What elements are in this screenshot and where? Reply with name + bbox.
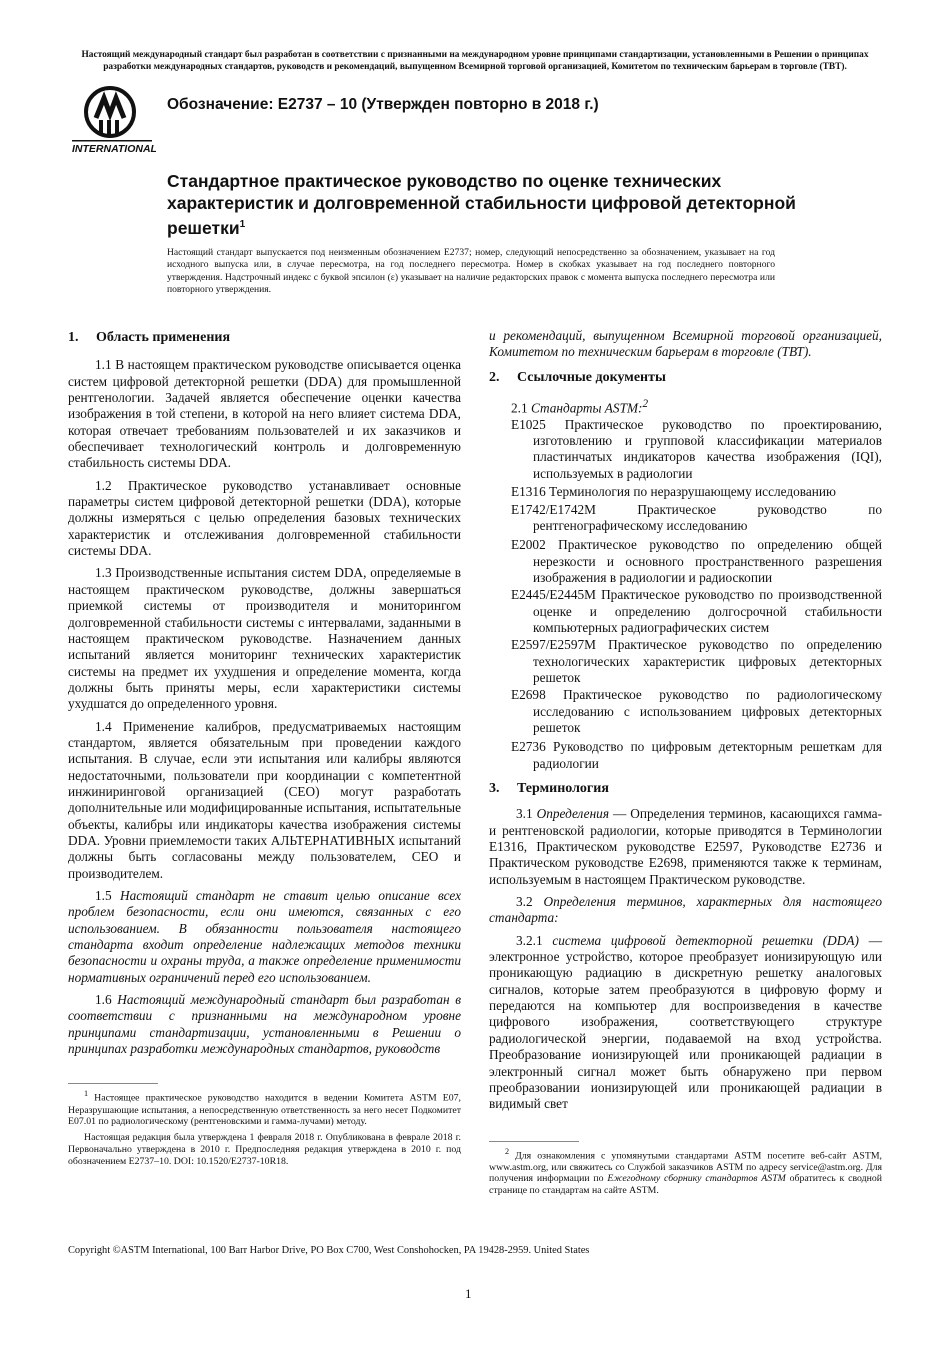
footnote-2: $^2$ Для ознакомления с упомянутыми стандартами ASTM посетите веб-сайт ASTM, www.astm.org, или свяжитесь со Службой заказчиков ASTM по адресу service@astm.org. Для получения информации по Ежегодному сборнику стандартов ASTM обратитесь к сводной странице по стандартам на сайте ASTM. bbox=[489, 1141, 882, 1197]
para-3-1: 3.1 Определения — Определения терминов, касающихся гамма- и рентгеновской радиологии, которые приводятся в Терминологии E1316, Практическом руководстве E2597, Руководстве E2736 и Практическом руководстве E2698, применяются также к терминам, используемым в настоящем Практическом руководстве. bbox=[489, 806, 882, 887]
ref-e1025[interactable]: E1025 Практическое руководство по проектированию, изготовлению и групповой классификации материалов пластинчатых индикаторов качества изображения (IQI), используемых в радиологии bbox=[511, 416, 882, 481]
para-1-5: 1.5 Настоящий стандарт не ставит целью описание всех проблем безопасности, если они имеются, связанных с его использованием. В обязанности пользователя настоящего стандарта входит определение надлежащих методов техники безопасности и охраны труда, а также определение применимости нормативных ограничений перед его использованием. bbox=[68, 888, 461, 985]
designation: Обозначение: E2737 – 10 (Утвержден повторно в 2018 г.) bbox=[167, 96, 599, 113]
section2-heading: 2. Ссылочные документы bbox=[489, 369, 666, 385]
section3-heading: 3. Терминология bbox=[489, 781, 609, 797]
section1-heading: 1. Область применения bbox=[68, 330, 231, 345]
para-3-2: 3.2 Определения терминов, характерных для настоящего стандарта: bbox=[489, 894, 882, 926]
ref-e2736[interactable]: E2736 Руководство по цифровым детекторным решеткам для радиологии bbox=[511, 739, 882, 771]
astm-logo-icon bbox=[70, 84, 156, 156]
para-2-1: 2.1 Стандарты ASTM:$^2$ bbox=[511, 398, 649, 416]
para-1-6: 1.6 Настоящий международный стандарт был разработан в соответствии с признанными на международном уровне принципами стандартизации, установленными в Решении о принципах разработки международных стандартов, руководств bbox=[68, 992, 461, 1057]
ref-e1742[interactable]: E1742/E1742M Практическое руководство по рентгенографическому исследованию bbox=[511, 501, 882, 533]
ref-e1316[interactable]: E1316 Терминология по неразрушающему исследованию bbox=[511, 484, 836, 500]
page-number: 1 bbox=[465, 1286, 472, 1301]
footnote-divider bbox=[489, 1141, 579, 1142]
logo-text: INTERNATIONAL bbox=[72, 143, 156, 155]
ref-e2445[interactable]: E2445/E2445M Практическое руководство по производственной оценке и определению долгосрочной стабильности компьютерных радиографических систем bbox=[511, 587, 882, 635]
para-1-4: 1.4 Применение калибров, предусматриваемых настоящим стандартом, является обязательным при проведении каждого испытания. В случае, если эти испытания или калибры являются недостаточными, пользователи при координации с компетентной инжиниринговой организацией (CEO) могут разработать дополнительные или модифицированные испытания, испытательные объекты, калибры или индикаторы качества изображения системы DDA. Уровни приемлемости таких АЛЬТЕРНАТИВНЫХ испытаний должны быть согласованы между пользователем, CEO и производителем. bbox=[68, 718, 461, 881]
ref-e2002[interactable]: E2002 Практическое руководство по определению общей нерезкости и основного пространственного разрешения изображения в радиологии и радиоскопии bbox=[511, 537, 882, 585]
left-column bbox=[68, 330, 461, 1167]
page-title bbox=[167, 170, 807, 239]
header-notice: Настоящий международный стандарт был разработан в соответствии с признанными на международном уровне принципами стандартизации, установленными в Решении о принципах разработки международных стандартов, руководств и рекомендаций, выпущенном Всемирной торговой организацией, Комитетом по техническим барьерам в торговле (ТВТ). bbox=[81, 50, 869, 72]
issuance-note: Настоящий стандарт выпускается под неизменным обозначением E2737; номер, следующий непосредственно за обозначением, указывает на год исходного выпуска или, в случае пересмотра, на год последнего пересмотра. Номер в скобках указывает на год последнего повторного утверждения. Надстрочный индекс с буквой эпсилон (ε) указывает на наличие редакторских правок с момента выпуска последнего пересмотра или повторного утверждения. bbox=[167, 247, 775, 296]
para-1-2: 1.2 Практическое руководство устанавливает основные параметры систем цифровой детекторной решетки (DDA), которые должны измеряться с целью определения базовых технических характеристик и отслеживания долговременной стабильности системы DDA. bbox=[68, 477, 461, 559]
astm-logo bbox=[70, 84, 156, 156]
ref-e2597[interactable]: E2597/E2597M Практическое руководство по определению технологических характеристик цифровых детекторных решеток bbox=[511, 637, 882, 685]
reference-list bbox=[511, 417, 882, 772]
para-3-2-1: 3.2.1 система цифровой детекторной решетки (DDA) — электронное устройство, которое преобразует ионизирующую или проникающую радиацию в дискретную решетку аналоговых сигналов, которые затем преобразуются в цифровую форму и передаются на компьютер для воспроизведения в качестве цифрового изображения, соответствующего структуре радиологической энергии, подаваемой на вход устройства. Преобразование ионизирующей или проникающей радиации в электронный сигнал может быть обнаружено при первом преобразовании ионизирующей или проникающей радиации в видимый свет bbox=[489, 932, 882, 1112]
footnote-divider bbox=[68, 1083, 158, 1084]
para-1-1: 1.1 В настоящем практическом руководстве описывается оценка систем цифровой детекторной решетки (DDA) для промышленной рентгенологии. Задачей является обеспечение оценки качества изображения в той степени, в которой на него влияет система DDA, которая отвечает требованиям пользователей и их заказчиков и обеспечивает технологический контроль и долговременную стабильность системы DDA. bbox=[68, 357, 461, 471]
title-footnote-ref[interactable]: 1 bbox=[239, 219, 246, 230]
right-column bbox=[489, 330, 882, 1197]
para-1-3: 1.3 Производственные испытания систем DDA, определяемые в настоящем практическом руководстве, должны завершаться приемкой системы от производителя и мониторингом долговременной стабильности системы с интервалами, заданными в настоящем практическом руководстве. Назначением данных испытаний является мониторинг технических характеристик системы на предмет их ухудшения и определение момента, когда должны быть приняты меры, если характеристики системы ухудшатся до определенного уровня. bbox=[68, 565, 461, 712]
para-1-6-continued: и рекомендаций, выпущенном Всемирной торговой организацией, Комитетом по техническим барьерам в торговле (ТВТ). bbox=[489, 328, 882, 360]
ref-e2698[interactable]: E2698 Практическое руководство по радиологическому исследованию с использованием цифровых детекторных решеток bbox=[511, 687, 882, 735]
title-text: Стандартное практическое руководство по оценке технических характеристик и долговременной стабильности цифровой детекторной решетки bbox=[167, 171, 796, 238]
footnote-1: $^1$ Настоящее практическое руководство находится в ведении Комитета ASTM E07, Неразрушающие испытания, а непосредственную ответственность за него несет Подкомитет E07.01 по радиологическому (рентгеновскими и гамма-лучами) методу. Настоящая редакция была утверждена 1 февраля 2018 г. Опубликована в феврале 2018 г. Первоначально утверждена в 2010 г. Предпоследняя редакция утверждена в 2010 г. под обозначением E2737–10. DOI: 10.1520/E2737-10R18. bbox=[68, 1083, 461, 1167]
copyright: Copyright ©ASTM International, 100 Barr Harbor Drive, PO Box C700, West Conshohocken, PA 19428-2959. United States bbox=[68, 1245, 590, 1256]
